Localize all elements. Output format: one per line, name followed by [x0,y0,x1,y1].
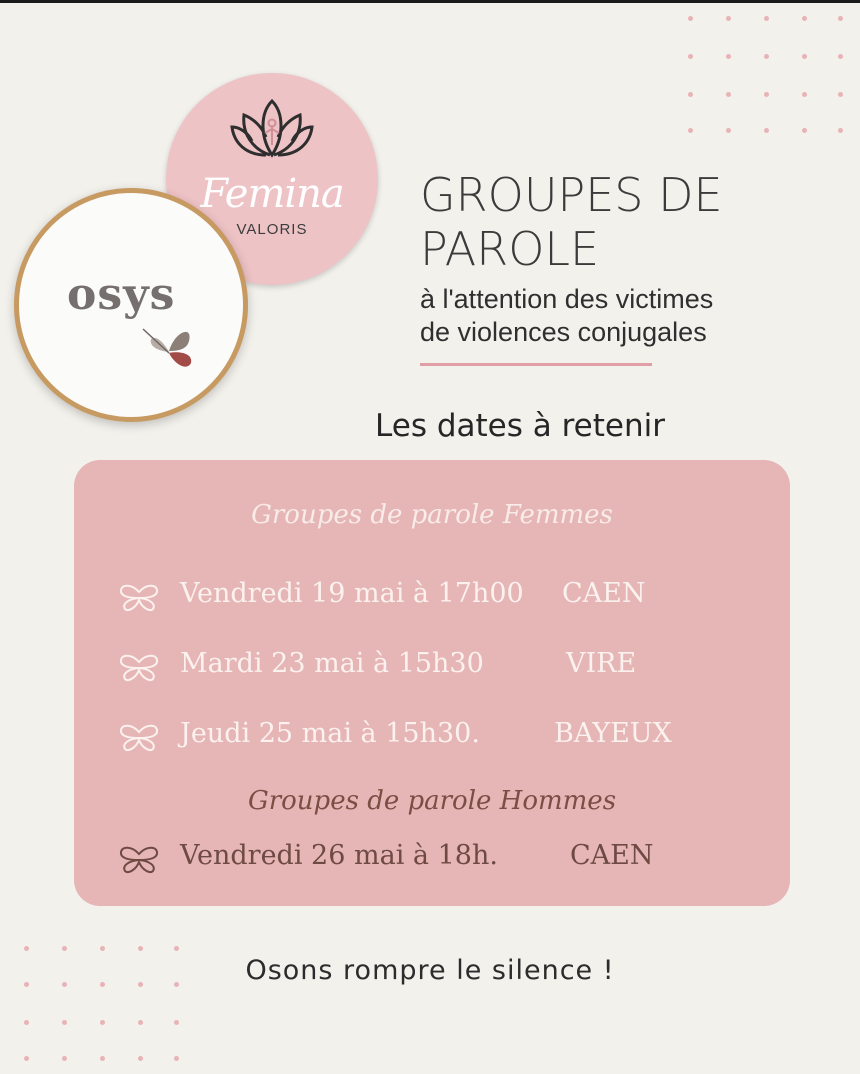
title-underline [420,363,652,366]
top-border [0,0,860,3]
session-datetime: Jeudi 25 mai à 15h30. [180,718,480,749]
men-groups-heading: Groupes de parole Hommes [247,786,617,816]
session-row [118,578,758,618]
subtitle-line-2: de violences conjugales [420,317,707,347]
session-datetime: Vendredi 26 mai à 18h. [180,840,498,871]
page-title [420,168,840,276]
subtitle [420,283,840,349]
dates-heading: Les dates à retenir [375,408,665,444]
butterfly-icon [139,321,199,371]
session-city: CAEN [562,578,646,609]
session-row [118,840,758,880]
lotus-icon [230,97,314,161]
title-line-2: PAROLE [420,222,600,276]
tagline: Osons rompre le silence ! [245,955,615,986]
butterfly-outline-icon [118,652,160,682]
butterfly-outline-icon [118,582,160,612]
dot-pattern-top-right [688,16,848,136]
session-datetime: Mardi 23 mai à 15h30 [180,648,484,679]
session-city: VIRE [566,648,637,679]
session-datetime: Vendredi 19 mai à 17h00 [180,578,524,609]
subtitle-line-1: à l'attention des victimes [420,284,714,314]
butterfly-outline-icon [118,722,160,752]
title-line-1: GROUPES DE [420,168,723,222]
session-row [118,718,758,758]
osys-wordmark: osys [67,269,176,320]
femina-wordmark: Femina [200,171,344,217]
session-city: BAYEUX [554,718,672,749]
session-row [118,648,758,688]
osys-logo [14,188,248,422]
schedule-card [74,460,790,906]
women-groups-heading: Groupes de parole Femmes [251,500,613,530]
valoris-wordmark: VALORIS [236,221,308,238]
butterfly-outline-icon [118,844,160,874]
session-city: CAEN [570,840,654,871]
